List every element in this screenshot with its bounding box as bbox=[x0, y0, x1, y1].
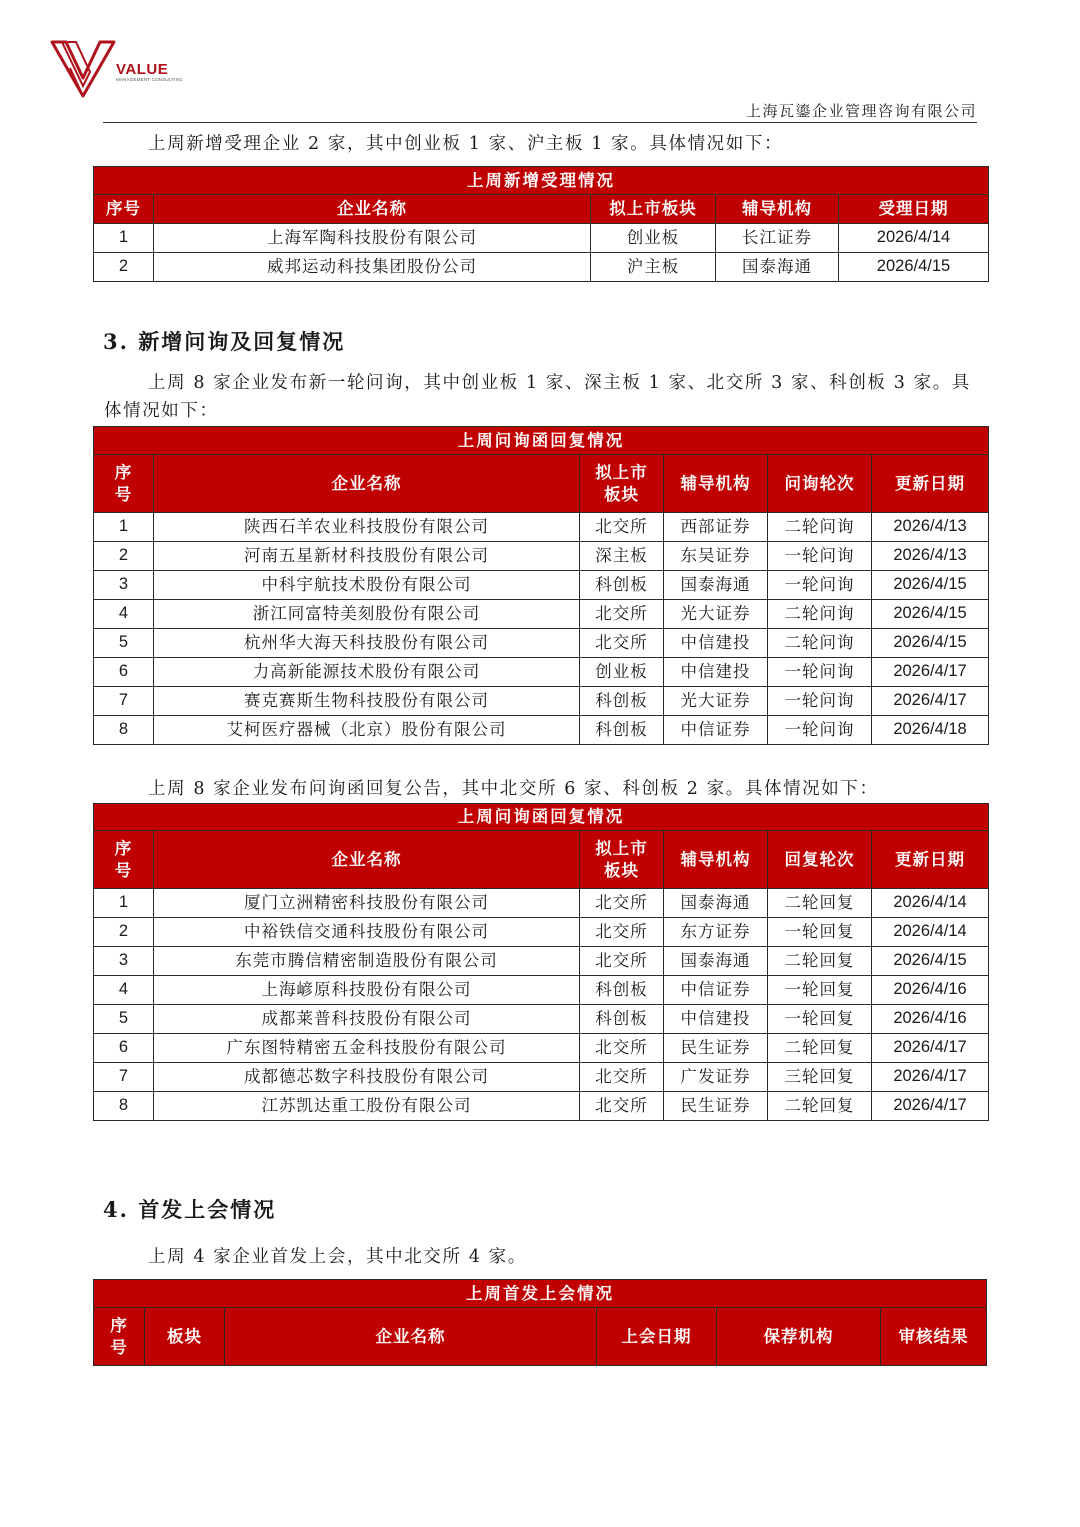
table-cell: 深主板 bbox=[580, 542, 664, 571]
table-cell: 一轮问询 bbox=[768, 658, 872, 687]
table-cell: 2026/4/14 bbox=[872, 889, 989, 918]
table-cell: 广发证券 bbox=[664, 1063, 768, 1092]
table-cell: 光大证券 bbox=[664, 687, 768, 716]
table-cell: 东方证券 bbox=[664, 918, 768, 947]
table-cell: 国泰海通 bbox=[716, 253, 839, 282]
table-cell: 2026/4/15 bbox=[872, 629, 989, 658]
table-row bbox=[94, 1092, 989, 1121]
table-cell: 一轮问询 bbox=[768, 542, 872, 571]
table-cell: 二轮问询 bbox=[768, 513, 872, 542]
table-caption: 上周首发上会情况 bbox=[94, 1280, 987, 1308]
table-cell: 科创板 bbox=[580, 976, 664, 1005]
table-row bbox=[94, 629, 989, 658]
table-cell: 二轮问询 bbox=[768, 600, 872, 629]
table-cell: 2026/4/17 bbox=[872, 1063, 989, 1092]
table-cell: 北交所 bbox=[580, 1092, 664, 1121]
table-cell: 上海嵃原科技股份有限公司 bbox=[154, 976, 580, 1005]
reply-table bbox=[93, 803, 989, 1121]
table-cell: 2 bbox=[94, 542, 154, 571]
table-cell: 民生证券 bbox=[664, 1034, 768, 1063]
table-cell: 国泰海通 bbox=[664, 947, 768, 976]
table-cell: 东莞市腾信精密制造股份有限公司 bbox=[154, 947, 580, 976]
table-cell: 北交所 bbox=[580, 513, 664, 542]
table-caption: 上周新增受理情况 bbox=[94, 167, 989, 195]
table-cell: 科创板 bbox=[580, 716, 664, 745]
inquiry-intro: 上周 8 家企业发布新一轮问询，其中创业板 1 家、深主板 1 家、北交所 3 家、科创板 3 家。具体情况如下： bbox=[104, 373, 971, 421]
table-cell: 上海军陶科技股份有限公司 bbox=[154, 224, 591, 253]
table-row bbox=[94, 687, 989, 716]
table-cell: 中裕铁信交通科技股份有限公司 bbox=[154, 918, 580, 947]
table-cell: 7 bbox=[94, 1063, 154, 1092]
logo-wordmark: VALUE bbox=[116, 61, 169, 78]
column-header: 辅导机构 bbox=[664, 831, 768, 889]
table-row bbox=[94, 947, 989, 976]
table-header-row bbox=[94, 831, 989, 889]
table-cell: 北交所 bbox=[580, 918, 664, 947]
table-cell: 光大证券 bbox=[664, 600, 768, 629]
table-cell: 河南五星新材科技股份有限公司 bbox=[154, 542, 580, 571]
table-cell: 1 bbox=[94, 513, 154, 542]
table-cell: 创业板 bbox=[591, 224, 716, 253]
table-cell: 2026/4/17 bbox=[872, 1034, 989, 1063]
column-header: 序号 bbox=[94, 831, 154, 889]
table-header-row bbox=[94, 195, 989, 224]
column-header: 序号 bbox=[94, 195, 154, 224]
table-cell: 一轮回复 bbox=[768, 918, 872, 947]
table-cell: 中信建投 bbox=[664, 658, 768, 687]
table-cell: 中信证券 bbox=[664, 716, 768, 745]
table-cell: 成都莱普科技股份有限公司 bbox=[154, 1005, 580, 1034]
table-cell: 成都德芯数字科技股份有限公司 bbox=[154, 1063, 580, 1092]
logo-v-mark-icon bbox=[50, 36, 116, 102]
table-row bbox=[94, 600, 989, 629]
table-cell: 二轮回复 bbox=[768, 947, 872, 976]
table-cell: 赛克赛斯生物科技股份有限公司 bbox=[154, 687, 580, 716]
column-header: 辅导机构 bbox=[664, 455, 768, 513]
inquiry-table bbox=[93, 426, 989, 745]
table-cell: 3 bbox=[94, 947, 154, 976]
table-cell: 2026/4/15 bbox=[872, 571, 989, 600]
table-cell: 5 bbox=[94, 629, 154, 658]
table-caption: 上周问询函回复情况 bbox=[94, 427, 989, 455]
table-cell: 8 bbox=[94, 1092, 154, 1121]
table-cell: 2026/4/13 bbox=[872, 542, 989, 571]
table-row bbox=[94, 513, 989, 542]
table-row bbox=[94, 658, 989, 687]
column-header: 序号 bbox=[94, 455, 154, 513]
table-cell: 民生证券 bbox=[664, 1092, 768, 1121]
table-cell: 中信证券 bbox=[664, 976, 768, 1005]
logo-tagline: MANAGEMENT CONSULTING bbox=[116, 77, 183, 82]
table-cell: 7 bbox=[94, 687, 154, 716]
table-header-row bbox=[94, 455, 989, 513]
table-cell: 艾柯医疗器械（北京）股份有限公司 bbox=[154, 716, 580, 745]
table-cell: 一轮问询 bbox=[768, 716, 872, 745]
ipo-review-intro: 上周 4 家企业首发上会，其中北交所 4 家。 bbox=[148, 1247, 527, 1267]
column-header: 企业名称 bbox=[154, 831, 580, 889]
table-cell: 2 bbox=[94, 918, 154, 947]
table-cell: 4 bbox=[94, 976, 154, 1005]
column-header: 序号 bbox=[94, 1308, 145, 1366]
table-row bbox=[94, 889, 989, 918]
table-cell: 国泰海通 bbox=[664, 889, 768, 918]
column-header: 受理日期 bbox=[839, 195, 989, 224]
table-cell: 力高新能源技术股份有限公司 bbox=[154, 658, 580, 687]
column-header: 辅导机构 bbox=[716, 195, 839, 224]
header-divider bbox=[103, 122, 977, 123]
column-header: 保荐机构 bbox=[717, 1308, 881, 1366]
table-cell: 2026/4/15 bbox=[839, 253, 989, 282]
table-cell: 3 bbox=[94, 571, 154, 600]
table-cell: 2026/4/17 bbox=[872, 658, 989, 687]
table-row bbox=[94, 224, 989, 253]
table-row bbox=[94, 1005, 989, 1034]
table-cell: 沪主板 bbox=[591, 253, 716, 282]
table-cell: 一轮回复 bbox=[768, 1005, 872, 1034]
table-cell: 中信建投 bbox=[664, 629, 768, 658]
table-row bbox=[94, 918, 989, 947]
column-header: 拟上市板块 bbox=[591, 195, 716, 224]
table-row bbox=[94, 716, 989, 745]
reply-intro: 上周 8 家企业发布问询函回复公告，其中北交所 6 家、科创板 2 家。具体情况如下： bbox=[148, 779, 879, 799]
column-header: 板块 bbox=[145, 1308, 225, 1366]
company-name: 上海瓦鎏企业管理咨询有限公司 bbox=[745, 102, 977, 120]
table-cell: 2026/4/15 bbox=[872, 947, 989, 976]
column-header: 更新日期 bbox=[872, 831, 989, 889]
table-cell: 二轮回复 bbox=[768, 1034, 872, 1063]
table-cell: 科创板 bbox=[580, 571, 664, 600]
ipo-review-table bbox=[93, 1279, 987, 1366]
table-cell: 6 bbox=[94, 658, 154, 687]
table-cell: 2026/4/14 bbox=[839, 224, 989, 253]
column-header: 企业名称 bbox=[154, 455, 580, 513]
table-cell: 中信建投 bbox=[664, 1005, 768, 1034]
table-cell: 2026/4/14 bbox=[872, 918, 989, 947]
table-row bbox=[94, 571, 989, 600]
table-cell: 长江证券 bbox=[716, 224, 839, 253]
column-header: 企业名称 bbox=[154, 195, 591, 224]
table-cell: 西部证券 bbox=[664, 513, 768, 542]
table-cell: 5 bbox=[94, 1005, 154, 1034]
table-row bbox=[94, 253, 989, 282]
table-cell: 科创板 bbox=[580, 1005, 664, 1034]
table-cell: 一轮回复 bbox=[768, 976, 872, 1005]
company-logo bbox=[50, 36, 190, 102]
table-caption: 上周问询函回复情况 bbox=[94, 804, 989, 831]
table-cell: 4 bbox=[94, 600, 154, 629]
table-cell: 一轮问询 bbox=[768, 571, 872, 600]
table-cell: 威邦运动科技集团股份公司 bbox=[154, 253, 591, 282]
table-cell: 2026/4/17 bbox=[872, 687, 989, 716]
table-cell: 创业板 bbox=[580, 658, 664, 687]
column-header: 上会日期 bbox=[597, 1308, 717, 1366]
table-cell: 浙江同富特美刻股份有限公司 bbox=[154, 600, 580, 629]
section-3-heading: 3. 新增问询及回复情况 bbox=[103, 329, 346, 354]
table-cell: 三轮回复 bbox=[768, 1063, 872, 1092]
section-4-heading: 4. 首发上会情况 bbox=[103, 1197, 277, 1222]
table-cell: 二轮问询 bbox=[768, 629, 872, 658]
accepted-intro: 上周新增受理企业 2 家，其中创业板 1 家、沪主板 1 家。具体情况如下： bbox=[148, 134, 784, 154]
table-cell: 杭州华大海天科技股份有限公司 bbox=[154, 629, 580, 658]
table-cell: 二轮回复 bbox=[768, 1092, 872, 1121]
column-header: 问询轮次 bbox=[768, 455, 872, 513]
table-cell: 科创板 bbox=[580, 687, 664, 716]
table-cell: 国泰海通 bbox=[664, 571, 768, 600]
table-cell: 1 bbox=[94, 889, 154, 918]
table-cell: 东吴证券 bbox=[664, 542, 768, 571]
table-row bbox=[94, 1063, 989, 1092]
table-cell: 一轮问询 bbox=[768, 687, 872, 716]
table-cell: 江苏凯达重工股份有限公司 bbox=[154, 1092, 580, 1121]
table-cell: 2026/4/16 bbox=[872, 976, 989, 1005]
table-cell: 2026/4/17 bbox=[872, 1092, 989, 1121]
table-cell: 二轮回复 bbox=[768, 889, 872, 918]
column-header: 更新日期 bbox=[872, 455, 989, 513]
table-row bbox=[94, 1034, 989, 1063]
table-cell: 北交所 bbox=[580, 947, 664, 976]
table-cell: 2026/4/16 bbox=[872, 1005, 989, 1034]
table-cell: 8 bbox=[94, 716, 154, 745]
table-cell: 广东图特精密五金科技股份有限公司 bbox=[154, 1034, 580, 1063]
table-cell: 6 bbox=[94, 1034, 154, 1063]
table-header-row bbox=[94, 1308, 987, 1366]
column-header: 企业名称 bbox=[225, 1308, 597, 1366]
table-cell: 2026/4/15 bbox=[872, 600, 989, 629]
table-cell: 北交所 bbox=[580, 1034, 664, 1063]
column-header: 拟上市板块 bbox=[580, 831, 664, 889]
column-header: 回复轮次 bbox=[768, 831, 872, 889]
table-cell: 北交所 bbox=[580, 600, 664, 629]
table-row bbox=[94, 542, 989, 571]
column-header: 审核结果 bbox=[881, 1308, 987, 1366]
table-cell: 北交所 bbox=[580, 889, 664, 918]
table-cell: 2 bbox=[94, 253, 154, 282]
table-row bbox=[94, 976, 989, 1005]
table-cell: 北交所 bbox=[580, 1063, 664, 1092]
table-cell: 中科宇航技术股份有限公司 bbox=[154, 571, 580, 600]
table-cell: 2026/4/13 bbox=[872, 513, 989, 542]
table-cell: 北交所 bbox=[580, 629, 664, 658]
accepted-table bbox=[93, 166, 989, 282]
table-cell: 陕西石羊农业科技股份有限公司 bbox=[154, 513, 580, 542]
table-cell: 1 bbox=[94, 224, 154, 253]
table-cell: 厦门立洲精密科技股份有限公司 bbox=[154, 889, 580, 918]
column-header: 拟上市板块 bbox=[580, 455, 664, 513]
table-cell: 2026/4/18 bbox=[872, 716, 989, 745]
